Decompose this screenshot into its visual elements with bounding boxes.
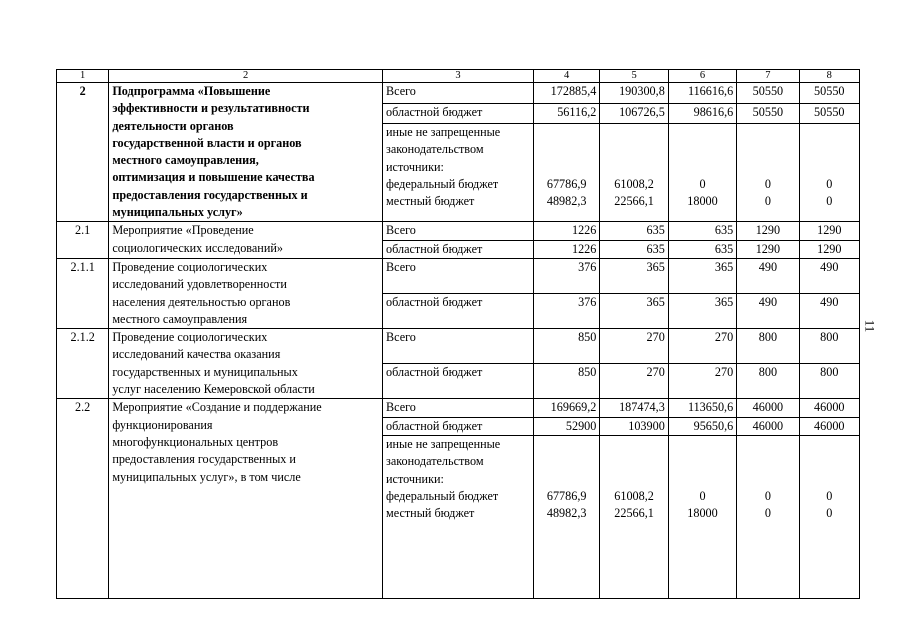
row-name-line: местного самоуправления, [112, 153, 259, 168]
blank-line [803, 471, 856, 488]
row-name-line: государственных и муниципальных [112, 364, 298, 379]
value-cell: 850 [533, 364, 599, 399]
row-name-line: услуг населению Кемеровской области [112, 382, 315, 397]
blank-line [537, 436, 596, 453]
other-source-value: 0 [764, 194, 771, 209]
row-name-line: Проведение социологических [112, 330, 268, 345]
other-source-value: 0 [699, 488, 706, 503]
blank-line [537, 471, 596, 488]
other-source-value: 0 [826, 194, 833, 209]
source-label-other [383, 124, 534, 222]
source-label: Всего [383, 399, 534, 417]
blank-line [740, 141, 795, 158]
value-cell-other [668, 435, 736, 598]
value-cell: 103900 [600, 417, 668, 435]
value-cell: 169669,2 [533, 399, 599, 417]
source-label: Всего [383, 83, 534, 104]
header-cell-6: 6 [668, 70, 736, 83]
value-cell: 635 [668, 240, 736, 258]
row-name-line: оптимизация и повышение качества [112, 170, 315, 185]
row-code: 2.2 [57, 399, 109, 599]
value-cell: 1290 [737, 222, 799, 240]
blank-line [603, 453, 664, 470]
value-cell: 50550 [737, 103, 799, 124]
other-source-value: 48982,3 [546, 506, 587, 521]
blank-line [740, 471, 795, 488]
other-source-value: 0 [764, 176, 771, 191]
blank-line [603, 141, 664, 158]
value-cell: 172885,4 [533, 83, 599, 104]
value-cell: 106726,5 [600, 103, 668, 124]
row-name-line: Подпрограмма «Повышение [112, 84, 271, 98]
row-name-line: исследований удовлетворенности [112, 277, 287, 292]
blank-line [672, 471, 733, 488]
source-label: областной бюджет [383, 103, 534, 124]
other-source-label: федеральный бюджет [386, 176, 499, 191]
value-cell: 1226 [533, 222, 599, 240]
blank-line [803, 159, 856, 176]
source-label: Всего [383, 258, 534, 293]
value-cell: 490 [737, 258, 799, 293]
value-cell: 490 [737, 294, 799, 329]
value-cell: 46000 [737, 417, 799, 435]
value-cell: 1290 [737, 240, 799, 258]
value-cell: 365 [600, 294, 668, 329]
row-name-line: предоставления государственных и [112, 187, 308, 202]
other-source-value: 0 [764, 488, 771, 503]
blank-line [672, 159, 733, 176]
other-source-value: 18000 [687, 194, 718, 209]
value-cell-other [600, 124, 668, 222]
blank-line [803, 124, 856, 141]
blank-line [672, 453, 733, 470]
row-name-line: эффективности и результативности [112, 101, 310, 116]
other-source-value: 67786,9 [546, 176, 587, 191]
source-label: областной бюджет [383, 240, 534, 258]
value-cell: 270 [668, 329, 736, 364]
value-cell: 52900 [533, 417, 599, 435]
value-cell: 46000 [737, 399, 799, 417]
value-cell-other [668, 124, 736, 222]
blank-line [803, 436, 856, 453]
other-sources-header-line: законодательством [386, 142, 484, 157]
value-cell: 270 [668, 364, 736, 399]
source-label-other [383, 435, 534, 598]
value-cell: 365 [668, 294, 736, 329]
value-cell-other [737, 435, 799, 598]
value-cell: 50550 [799, 83, 859, 104]
other-source-value: 67786,9 [546, 488, 587, 503]
value-cell: 365 [600, 258, 668, 293]
blank-line [740, 159, 795, 176]
blank-line [672, 436, 733, 453]
row-name [109, 83, 383, 222]
other-source-label: местный бюджет [386, 506, 475, 521]
blank-line [803, 141, 856, 158]
row-name-line: государственной власти и органов [112, 135, 302, 150]
row-name-line: многофункциональных центров [112, 434, 279, 449]
value-cell: 113650,6 [668, 399, 736, 417]
blank-line [740, 436, 795, 453]
value-cell: 800 [799, 364, 859, 399]
value-cell: 98616,6 [668, 103, 736, 124]
page-number: 11 [862, 319, 878, 333]
blank-line [537, 159, 596, 176]
row-name-line: муниципальных услуг» [112, 205, 243, 220]
other-sources-header-line: иные не запрещенные [386, 125, 501, 140]
row-name-line: исследований качества оказания [112, 347, 281, 362]
other-sources-header-line: источники: [386, 471, 444, 486]
other-source-value: 0 [764, 506, 771, 521]
row-name-line: предоставления государственных и [112, 452, 296, 467]
table-row [57, 83, 860, 104]
blank-line [537, 124, 596, 141]
header-cell-1: 1 [57, 70, 109, 83]
blank-line [603, 159, 664, 176]
source-label: Всего [383, 222, 534, 240]
header-cell-2: 2 [109, 70, 383, 83]
header-cell-4: 4 [533, 70, 599, 83]
blank-line [740, 124, 795, 141]
value-cell: 490 [799, 294, 859, 329]
row-name [109, 258, 383, 328]
blank-line [672, 124, 733, 141]
value-cell: 800 [737, 329, 799, 364]
row-name-line: местного самоуправления [112, 311, 248, 326]
table-row [57, 258, 860, 293]
other-source-value: 61008,2 [614, 176, 654, 191]
source-label: областной бюджет [383, 364, 534, 399]
source-label: областной бюджет [383, 417, 534, 435]
value-cell: 95650,6 [668, 417, 736, 435]
value-cell-other [600, 435, 668, 598]
other-source-value: 18000 [687, 506, 718, 521]
value-cell: 1290 [799, 240, 859, 258]
value-cell: 850 [533, 329, 599, 364]
other-sources-header-line: иные не запрещенные [386, 436, 501, 451]
row-name-line: функционирования [112, 417, 213, 432]
other-source-label: местный бюджет [386, 194, 475, 209]
budget-table [56, 69, 860, 599]
other-source-value: 61008,2 [614, 488, 654, 503]
value-cell-other [799, 124, 859, 222]
header-cell-7: 7 [737, 70, 799, 83]
value-cell-other [533, 435, 599, 598]
value-cell: 56116,2 [533, 103, 599, 124]
value-cell: 270 [600, 329, 668, 364]
blank-line [603, 471, 664, 488]
value-cell: 635 [668, 222, 736, 240]
row-code: 2.1.1 [57, 258, 109, 328]
other-sources-header-line: источники: [386, 159, 444, 174]
value-cell: 635 [600, 240, 668, 258]
value-cell: 1290 [799, 222, 859, 240]
blank-line [603, 124, 664, 141]
value-cell: 46000 [799, 417, 859, 435]
blank-line [803, 453, 856, 470]
value-cell: 800 [799, 329, 859, 364]
value-cell: 1226 [533, 240, 599, 258]
value-cell: 490 [799, 258, 859, 293]
row-code: 2.1 [57, 222, 109, 259]
row-name [109, 329, 383, 399]
header-cell-3: 3 [383, 70, 534, 83]
row-name-line: деятельности органов [112, 118, 234, 133]
blank-line [740, 453, 795, 470]
value-cell: 187474,3 [600, 399, 668, 417]
other-sources-header-line: законодательством [386, 454, 484, 469]
value-cell: 800 [737, 364, 799, 399]
row-code: 2 [57, 83, 109, 222]
value-cell: 46000 [799, 399, 859, 417]
row-name-line: социологических исследований» [112, 240, 283, 255]
other-source-value: 0 [699, 176, 706, 191]
other-source-value: 0 [826, 176, 833, 191]
row-name-line: Мероприятие «Создание и поддержание [112, 400, 322, 415]
row-name-line: Проведение социологических [112, 259, 268, 274]
other-source-value: 22566,1 [614, 506, 654, 521]
value-cell-other [737, 124, 799, 222]
row-name-line: Мероприятие «Проведение [112, 223, 254, 238]
blank-line [537, 453, 596, 470]
table-row [57, 222, 860, 240]
blank-line [672, 141, 733, 158]
value-cell: 116616,6 [668, 83, 736, 104]
value-cell: 635 [600, 222, 668, 240]
value-cell: 365 [668, 258, 736, 293]
value-cell-other [533, 124, 599, 222]
header-cell-5: 5 [600, 70, 668, 83]
value-cell: 270 [600, 364, 668, 399]
value-cell: 50550 [799, 103, 859, 124]
value-cell-other [799, 435, 859, 598]
other-source-value: 0 [826, 506, 833, 521]
row-name [109, 399, 383, 599]
source-label: Всего [383, 329, 534, 364]
other-source-value: 0 [826, 488, 833, 503]
other-source-label: федеральный бюджет [386, 488, 499, 503]
header-cell-8: 8 [799, 70, 859, 83]
row-code: 2.1.2 [57, 329, 109, 399]
value-cell: 50550 [737, 83, 799, 104]
blank-line [603, 436, 664, 453]
row-name-line: населения деятельностью органов [112, 294, 291, 309]
other-source-value: 48982,3 [546, 194, 587, 209]
row-name-line: муниципальных услуг», в том числе [112, 469, 301, 484]
value-cell: 376 [533, 294, 599, 329]
table-row [57, 399, 860, 417]
row-name [109, 222, 383, 259]
table-row [57, 329, 860, 364]
value-cell: 190300,8 [600, 83, 668, 104]
other-source-value: 22566,1 [614, 194, 654, 209]
header-row [57, 70, 860, 83]
value-cell: 376 [533, 258, 599, 293]
source-label: областной бюджет [383, 294, 534, 329]
blank-line [537, 141, 596, 158]
